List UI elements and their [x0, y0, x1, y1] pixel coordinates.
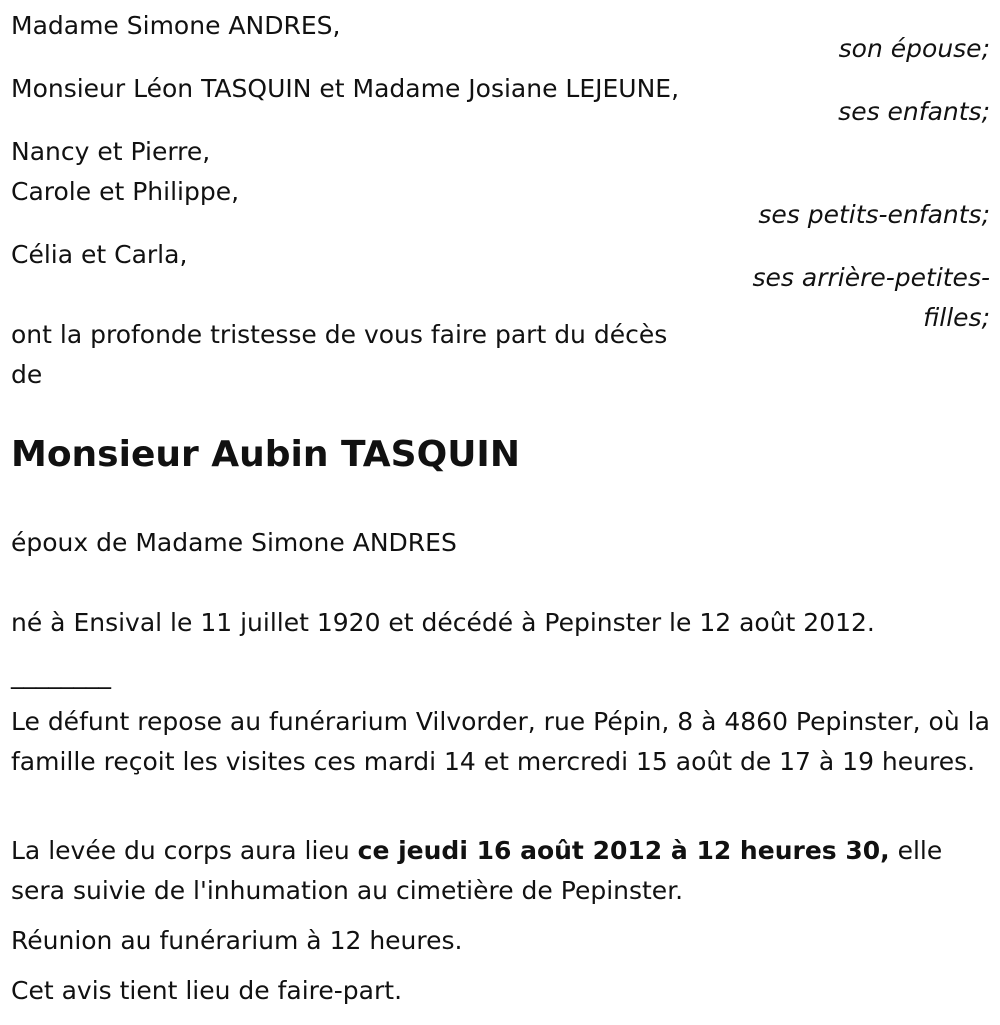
- great-grandchildren-relation-line-2: filles;: [923, 303, 990, 332]
- spouse-name: Madame Simone ANDRES,: [11, 11, 341, 40]
- great-grandchildren-relation-line-1: ses arrière-petites-: [752, 263, 990, 292]
- levee-suffix: elle sera suivie de l'inhumation au cimetière de Pepinster.: [11, 836, 943, 905]
- announcement-line-1: ont la profonde tristesse de vous faire part du décès: [11, 320, 668, 349]
- deceased-name: Monsieur Aubin TASQUIN: [11, 434, 520, 475]
- grandchildren-line-2: Carole et Philippe,: [11, 177, 240, 206]
- separator-line: ________: [11, 660, 111, 689]
- notice-line: Cet avis tient lieu de faire-part.: [11, 976, 403, 1005]
- birth-death-line: né à Ensival le 11 juillet 1920 et décédé à Pepinster le 12 août 2012.: [11, 608, 875, 637]
- great-grandchildren-names: Célia et Carla,: [11, 240, 188, 269]
- children-relation: ses enfants;: [838, 97, 990, 126]
- spouse-relation: son épouse;: [838, 34, 990, 63]
- children-names: Monsieur Léon TASQUIN et Madame Josiane LEJEUNE,: [11, 74, 680, 103]
- levee-date-time: ce jeudi 16 août 2012 à 12 heures 30,: [357, 836, 890, 865]
- levee-prefix: La levée du corps aura lieu: [11, 836, 358, 865]
- repose-paragraph: Le défunt repose au funérarium Vilvorder, rue Pépin, 8 à 4860 Pepinster, où la famille reçoit les visites ces mardi 14 et mercredi 15 août de 17 à 19 heures.: [11, 707, 990, 776]
- levee-paragraph: [11, 831, 996, 911]
- announcement-line-2: de: [11, 360, 43, 389]
- reunion-line: Réunion au funérarium à 12 heures.: [11, 926, 463, 955]
- deceased-spouse-of: époux de Madame Simone ANDRES: [11, 528, 457, 557]
- grandchildren-line-1: Nancy et Pierre,: [11, 137, 211, 166]
- grandchildren-relation: ses petits-enfants;: [758, 200, 990, 229]
